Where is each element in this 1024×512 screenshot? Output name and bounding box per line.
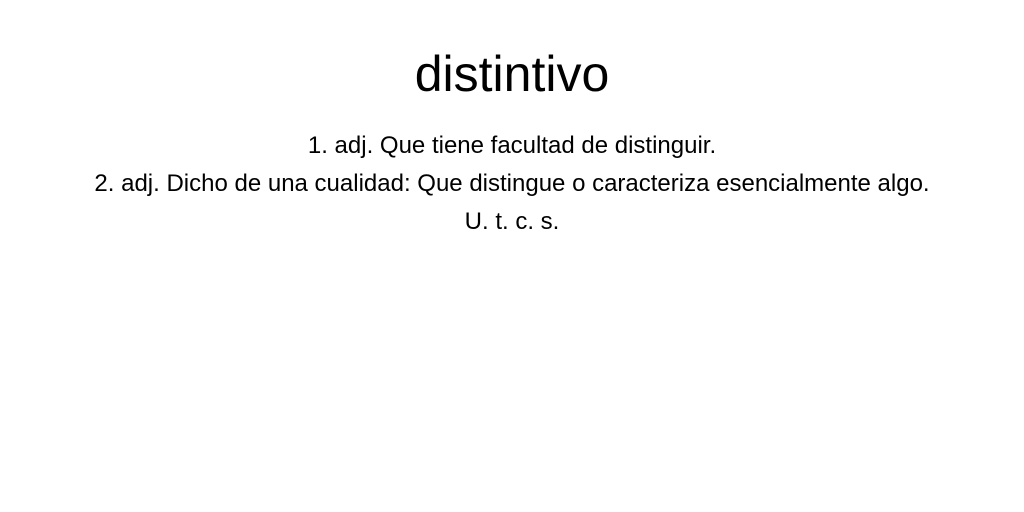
definition-1: 1. adj. Que tiene facultad de distinguir.	[307, 132, 717, 159]
usage-note: U. t. c. s.	[464, 208, 560, 235]
headword: distintivo	[414, 46, 610, 102]
definition-list	[0, 127, 1024, 241]
definition-2: 2. adj. Dicho de una cualidad: Que distingue o caracteriza esencialmente algo.	[94, 170, 930, 197]
